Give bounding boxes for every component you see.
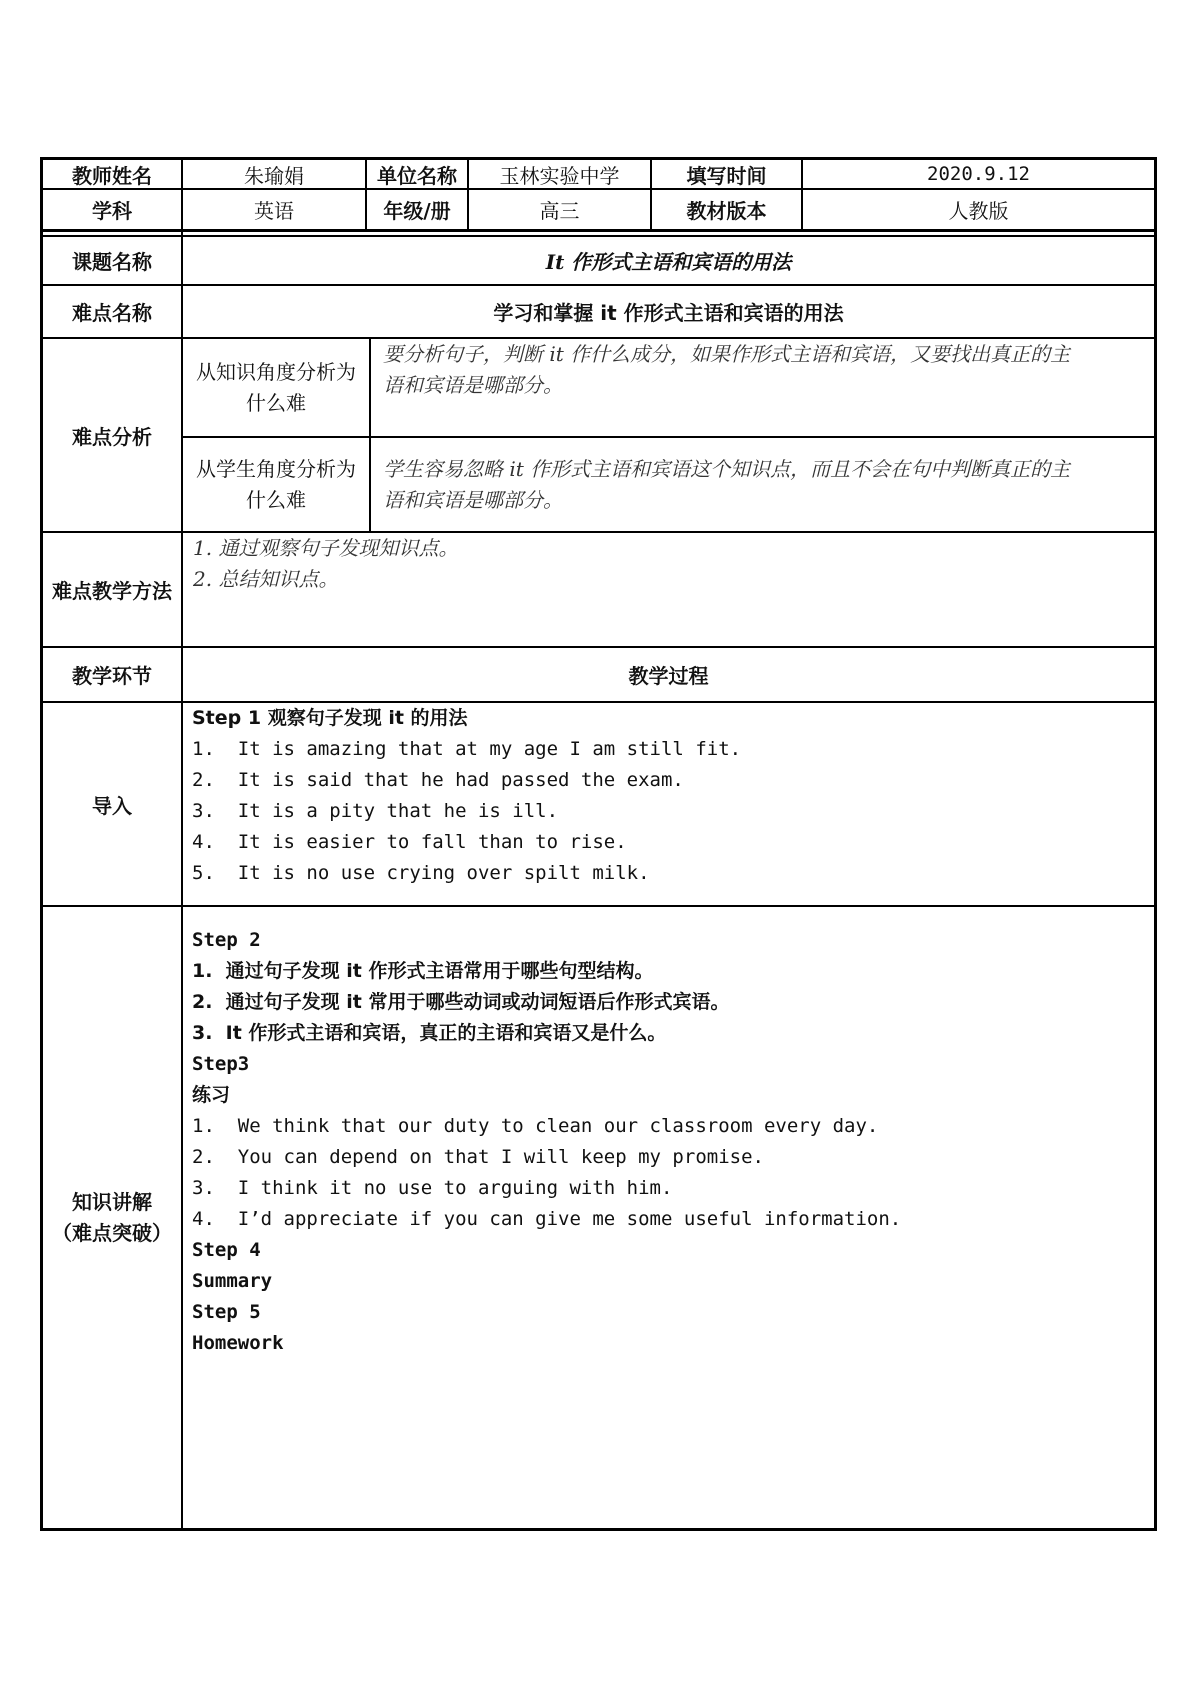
row-divider [43, 229, 1154, 232]
teacher-label: 教师姓名 [72, 163, 152, 188]
edition-value: 人教版 [948, 199, 1009, 223]
edition-label: 教材版本 [686, 199, 767, 223]
date-value: 2020.9.12 [927, 163, 1030, 185]
intro-line: 2. It is said that he had passed the exam. [192, 769, 684, 791]
method-item: 1. 通过观察句子发现知识点。 [193, 536, 459, 560]
intro-label: 导入 [92, 793, 132, 818]
difficulty-value: 学习和掌握 it 作形式主语和宾语的用法 [493, 301, 844, 325]
knowledge-angle-text [383, 339, 1153, 401]
knowledge-line: Summary [192, 1270, 273, 1292]
method-label: 难点教学方法 [52, 579, 172, 603]
lesson-plan-table [40, 157, 1157, 1531]
topic-label: 课题名称 [72, 250, 152, 274]
knowledge-label [43, 907, 181, 1528]
knowledge-angle-label [183, 339, 369, 436]
knowledge-line: 2. 通过句子发现 it 常用于哪些动词或动词短语后作形式宾语。 [192, 991, 730, 1013]
grade-label: 年级/册 [383, 199, 451, 223]
student-angle-label-line: 从学生角度分析为 [196, 456, 356, 481]
knowledge-label-line: 知识讲解 [72, 1189, 152, 1214]
knowledge-label-line: （难点突破） [52, 1220, 172, 1245]
teacher-value: 朱瑜娟 [244, 163, 304, 188]
subject-label: 学科 [92, 199, 132, 223]
knowledge-line: Step 4 [192, 1239, 261, 1261]
method-list [193, 533, 1143, 595]
intro-content [192, 703, 1152, 889]
unit-label: 单位名称 [377, 163, 457, 188]
knowledge-line: Step 5 [192, 1301, 261, 1323]
date-label: 填写时间 [686, 163, 767, 188]
knowledge-angle-label-line: 什么难 [246, 390, 306, 415]
knowledge-line: 3. It 作形式主语和宾语，真正的主语和宾语又是什么。 [192, 1022, 667, 1044]
knowledge-angle-text-line: 语和宾语是哪部分。 [383, 373, 563, 397]
knowledge-line: 1. 通过句子发现 it 作形式主语常用于哪些句型结构。 [192, 960, 654, 982]
difficulty-label: 难点名称 [72, 301, 152, 325]
knowledge-line: Homework [192, 1332, 284, 1354]
knowledge-angle-label-line: 从知识角度分析为 [196, 359, 356, 384]
student-angle-label [183, 438, 369, 531]
intro-line: 4. It is easier to fall than to rise. [192, 831, 627, 853]
knowledge-line: Step3 [192, 1053, 250, 1075]
stage-header: 教学环节 [72, 664, 152, 688]
column-divider [369, 337, 371, 531]
intro-line: 3. It is a pity that he is ill. [192, 800, 559, 822]
student-angle-text-line: 语和宾语是哪部分。 [383, 488, 563, 512]
grade-value: 高三 [539, 199, 580, 223]
knowledge-angle-text-line: 要分析句子，判断 it 作什么成分，如果作形式主语和宾语，又要找出真正的主 [383, 342, 1071, 366]
knowledge-line: 1. We think that our duty to clean our classroom every day. [192, 1115, 879, 1137]
unit-value: 玉林实验中学 [499, 163, 620, 188]
knowledge-line: 2. You can depend on that I will keep my promise. [192, 1146, 764, 1168]
analysis-label: 难点分析 [72, 424, 152, 449]
topic-value: It 作形式主语和宾语的用法 [545, 250, 792, 274]
knowledge-line: 练习 [192, 1084, 231, 1106]
subject-value: 英语 [254, 199, 294, 223]
student-angle-text [383, 454, 1153, 516]
process-header: 教学过程 [628, 664, 709, 688]
method-item: 2. 总结知识点。 [193, 567, 339, 591]
knowledge-content [192, 925, 1152, 1359]
intro-line: 5. It is no use crying over spilt milk. [192, 862, 650, 884]
knowledge-line: 3. I think it no use to arguing with him. [192, 1177, 673, 1199]
intro-line: 1. It is amazing that at my age I am still fit. [192, 738, 742, 760]
intro-line: Step 1 观察句子发现 it 的用法 [192, 707, 468, 729]
knowledge-line: 4. I’d appreciate if you can give me some useful information. [192, 1208, 902, 1230]
student-angle-label-line: 什么难 [246, 487, 306, 512]
student-angle-text-line: 学生容易忽略 it 作形式主语和宾语这个知识点，而且不会在句中判断真正的主 [383, 457, 1071, 481]
row-divider [43, 905, 1154, 907]
knowledge-line: Step 2 [192, 929, 261, 951]
